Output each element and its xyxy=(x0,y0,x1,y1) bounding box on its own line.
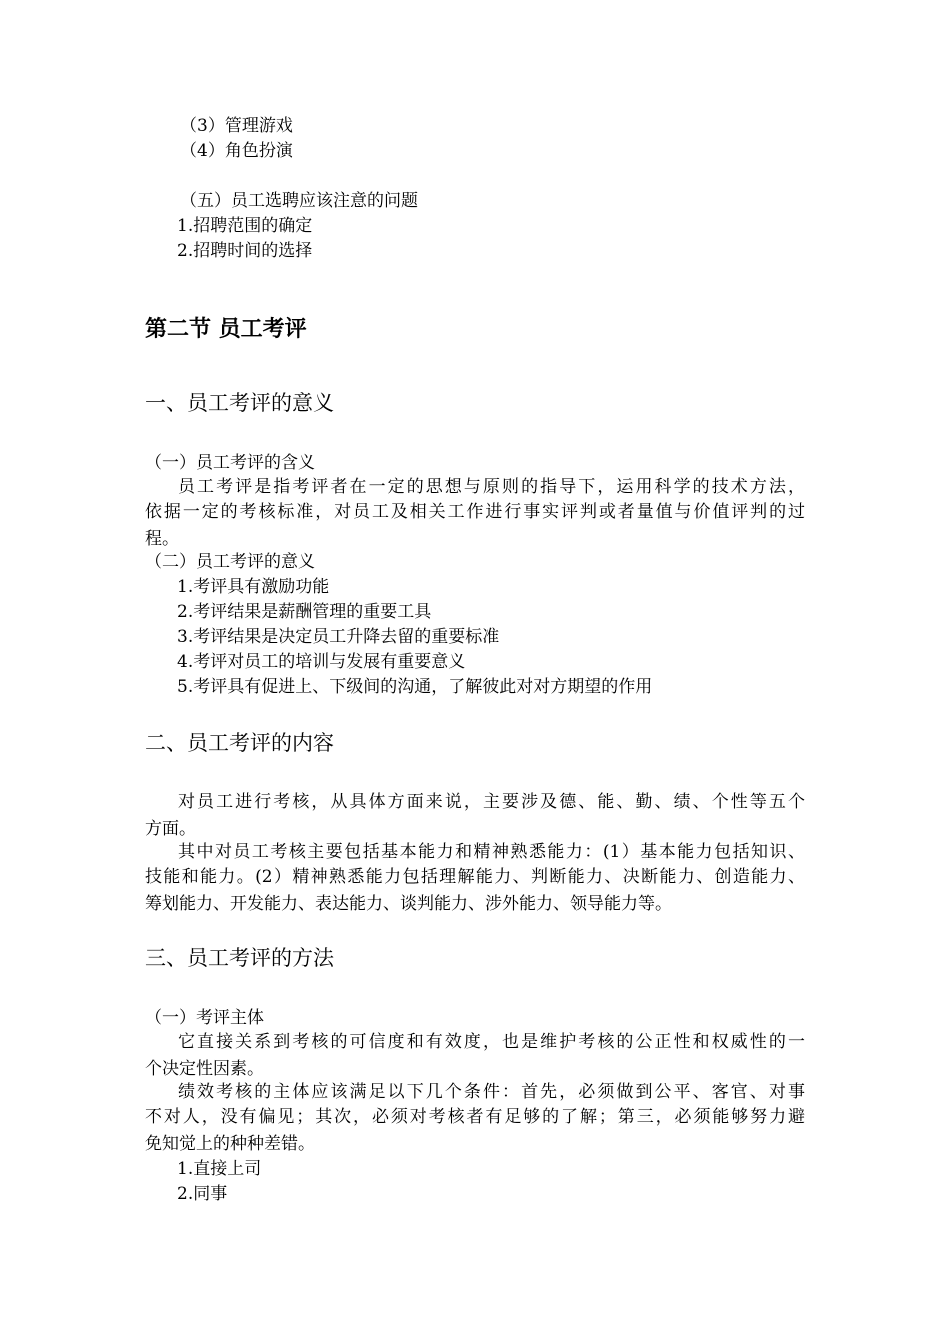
paragraph-line: 不对人，没有偏见；其次，必须对考核者有足够的了解；第三，必须能够努力避 xyxy=(145,1107,805,1127)
list-item: 2.同事 xyxy=(177,1184,228,1204)
subsection-heading: （一）员工考评的含义 xyxy=(145,453,315,473)
chapter-title: 三、员工考评的方法 xyxy=(145,946,334,970)
paragraph-line: 员工考评是指考评者在一定的思想与原则的指导下，运用科学的技术方法， xyxy=(178,477,805,497)
section-title: 第二节 员工考评 xyxy=(145,317,307,342)
paragraph-line: 其中对员工考核主要包括基本能力和精神熟悉能力：(1）基本能力包括知识、 xyxy=(178,842,805,862)
subsection-heading: （二）员工考评的意义 xyxy=(145,552,315,572)
list-item: 4.考评对员工的培训与发展有重要意义 xyxy=(177,652,466,672)
list-item: （3）管理游戏 xyxy=(180,116,293,136)
list-item: 1.考评具有激励功能 xyxy=(177,577,330,597)
paragraph-line: 对员工进行考核，从具体方面来说，主要涉及德、能、勤、绩、个性等五个 xyxy=(178,792,805,812)
paragraph-line: 程。 xyxy=(145,529,179,549)
paragraph-line: 依据一定的考核标准，对员工及相关工作进行事实评判或者量值与价值评判的过 xyxy=(145,502,805,522)
paragraph-line: 免知觉上的种种差错。 xyxy=(145,1134,315,1154)
list-item: 2.招聘时间的选择 xyxy=(177,241,313,261)
paragraph-line: 技能和能力。(2）精神熟悉能力包括理解能力、判断能力、决断能力、创造能力、 xyxy=(145,867,805,887)
list-item: 5.考评具有促进上、下级间的沟通，了解彼此对对方期望的作用 xyxy=(177,677,653,697)
list-item: 2.考评结果是薪酬管理的重要工具 xyxy=(177,602,432,622)
chapter-title: 一、员工考评的意义 xyxy=(145,391,334,415)
list-item: 3.考评结果是决定员工升降去留的重要标准 xyxy=(177,627,500,647)
paragraph-line: 方面。 xyxy=(145,819,196,839)
list-item: 1.招聘范围的确定 xyxy=(177,216,313,236)
subsection-heading: （五）员工选聘应该注意的问题 xyxy=(180,191,418,211)
chapter-title: 二、员工考评的内容 xyxy=(145,731,334,755)
paragraph-line: 它直接关系到考核的可信度和有效度，也是维护考核的公正性和权威性的一 xyxy=(178,1032,805,1052)
paragraph-line: 绩效考核的主体应该满足以下几个条件：首先，必须做到公平、客官、对事 xyxy=(178,1082,805,1102)
subsection-heading: （一）考评主体 xyxy=(145,1008,264,1028)
paragraph-line: 个决定性因素。 xyxy=(145,1059,264,1079)
paragraph-line: 筹划能力、开发能力、表达能力、谈判能力、涉外能力、领导能力等。 xyxy=(145,894,672,914)
list-item: 1.直接上司 xyxy=(177,1159,262,1179)
list-item: （4）角色扮演 xyxy=(180,141,293,161)
